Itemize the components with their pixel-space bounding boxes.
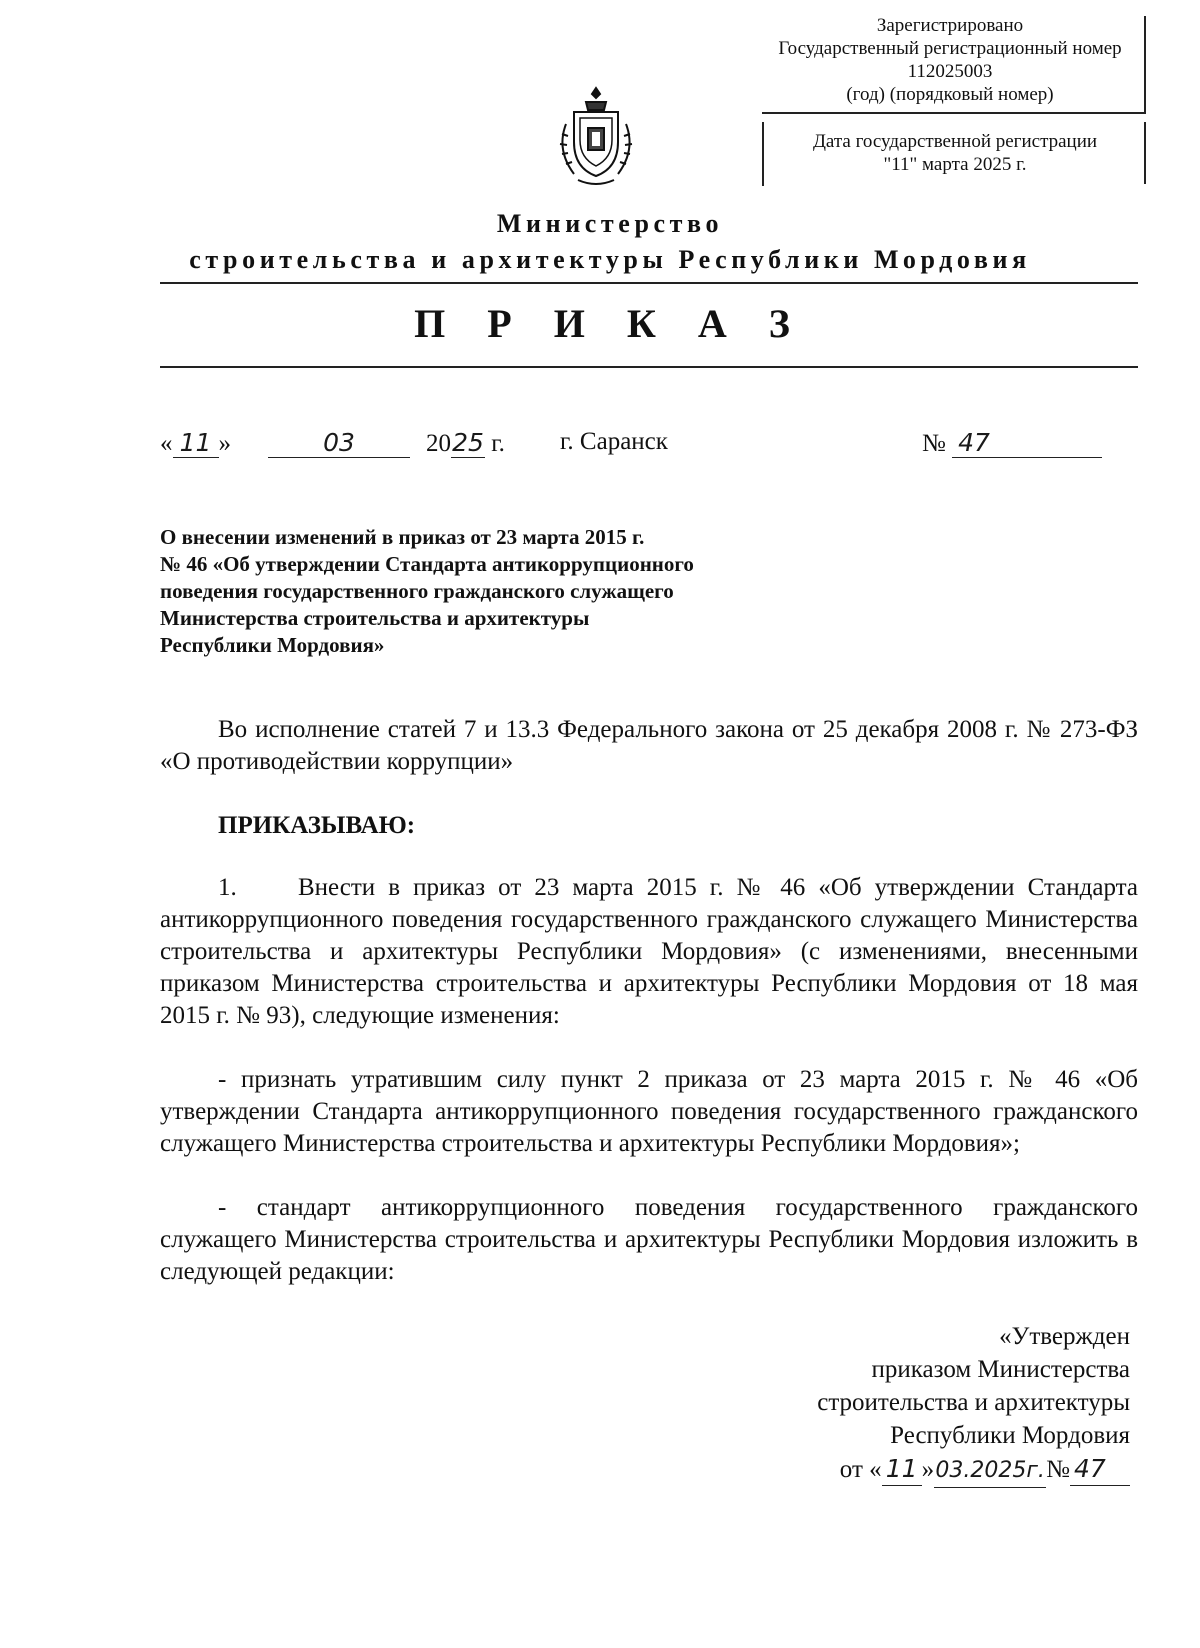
approval-day: 11 — [882, 1452, 922, 1486]
registration-date-box — [762, 122, 1146, 186]
order-month-wrap — [268, 428, 410, 458]
subject-line: Министерства строительства и архитектуры — [160, 606, 590, 630]
approval-date-line — [700, 1452, 1130, 1488]
order-year — [426, 428, 505, 458]
registration-stamp — [760, 14, 1140, 106]
header-divider-bottom — [160, 366, 1138, 368]
registration-date-label: Дата государственной регистрации — [812, 131, 1098, 152]
header-divider-top — [160, 282, 1138, 284]
ministry-name-line1: Министерство — [496, 209, 724, 238]
order-word: ПРИКАЗЫВАЮ: — [218, 812, 416, 839]
order-date — [160, 428, 231, 458]
coat-of-arms-icon — [548, 84, 644, 188]
registration-number-label: Государственный регистрационный номер — [778, 38, 1122, 59]
dash-item-1: - признать утратившим силу пункт 2 приказа от 23 марта 2015 г. № 46 «Об утверждении Стандарта антикоррупционного поведения государственного гражданского служащего Министерства строительства и архитектуры Республики Мордовия»; — [160, 1066, 1138, 1157]
approval-line: Республики Мордовия — [890, 1422, 1130, 1449]
year-abbrev: г. — [491, 430, 505, 457]
order-subject — [160, 524, 780, 659]
approval-line: строительства и архитектуры — [817, 1389, 1130, 1416]
approval-number-label: № — [1046, 1456, 1070, 1483]
document-type-title: П Р И К А З — [414, 301, 806, 346]
date-box-border-right — [1144, 122, 1146, 184]
item-1-paragraph — [160, 872, 1138, 1032]
date-close-quote: » — [218, 430, 231, 457]
date-day: 11 — [173, 428, 219, 458]
registration-label: Зарегистрировано — [876, 15, 1024, 36]
stamp-border-right — [1144, 16, 1146, 112]
registration-date-value: "11" марта 2025 г. — [883, 154, 1027, 175]
item-1-number: 1. — [218, 874, 237, 901]
approval-line: приказом Министерства — [871, 1356, 1130, 1383]
approval-close-quote: » — [921, 1456, 935, 1483]
approval-block — [700, 1320, 1130, 1488]
number-label: № — [922, 430, 946, 457]
subject-line: О внесении изменений в приказ от 23 марта 2015 г. — [160, 525, 645, 549]
number-value: 47 — [952, 428, 1102, 458]
order-number — [922, 428, 1102, 458]
approval-from-label: от « — [839, 1456, 882, 1483]
item-1-text: Внести в приказ от 23 марта 2015 г. № 46 «Об утверждении Стандарта антикоррупционного поведения государственного гражданского служащего Министерства строительства и архитектуры Республики Мордовия» (с изменениями, внесенными приказом Министерства строительства и архитектуры Республики Мордовия от 18 мая 2015 г. № 93), следующие изменения: — [160, 874, 1138, 1029]
year-suffix: 25 — [452, 428, 484, 457]
subject-line: № 46 «Об утверждении Стандарта антикоррупционного — [160, 552, 694, 576]
approval-line: «Утвержден — [999, 1323, 1130, 1350]
stamp-border-bottom — [762, 112, 1146, 114]
approval-number: 47 — [1070, 1452, 1130, 1486]
ministry-name — [160, 206, 1060, 278]
subject-line: Республики Мордовия» — [160, 633, 385, 657]
order-city: г. Саранск — [560, 428, 668, 455]
date-month: 03 — [268, 428, 410, 458]
approval-date: 03.2025г. — [934, 1454, 1046, 1488]
dash-item-2: - стандарт антикоррупционного поведения государственного гражданского служащего Министерства строительства и архитектуры Республики Мордовия изложить в следующей редакции: — [160, 1194, 1138, 1285]
subject-line: поведения государственного гражданского служащего — [160, 579, 674, 603]
preamble-paragraph: Во исполнение статей 7 и 13.3 Федерального закона от 25 декабря 2008 г. № 273-ФЗ «О противодействии коррупции» — [160, 716, 1138, 775]
date-open-quote: « — [160, 430, 173, 457]
registration-number-caption: (год) (порядковый номер) — [846, 84, 1054, 105]
ministry-name-line2: строительства и архитектуры Республики Мордовия — [189, 245, 1031, 274]
registration-number: 112025003 — [907, 61, 993, 82]
year-prefix: 20 — [426, 430, 451, 457]
